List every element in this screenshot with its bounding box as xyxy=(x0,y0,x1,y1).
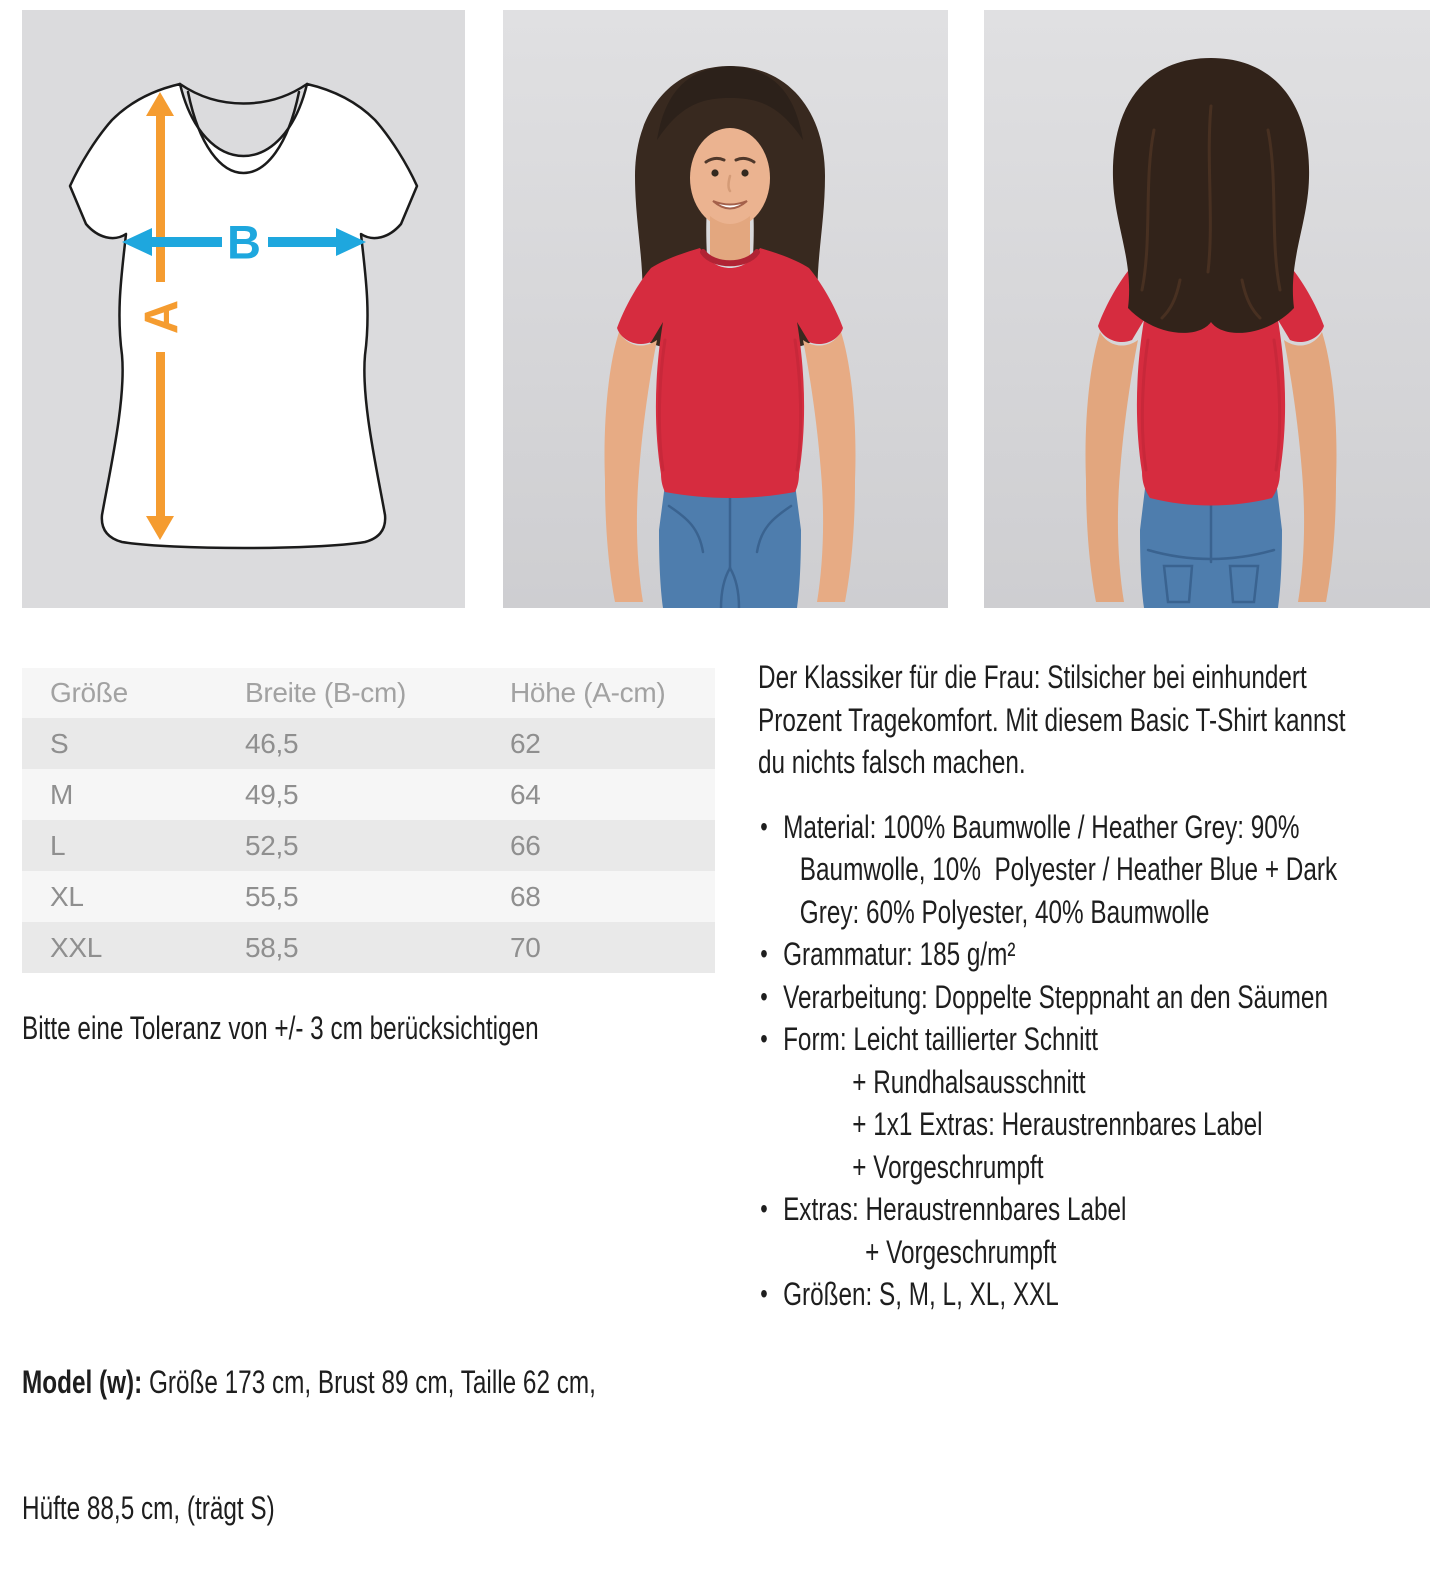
bullet-line: + Vorgeschrumpft xyxy=(865,1233,1057,1270)
bullet-line: • Extras: Heraustrennbares Label xyxy=(783,1191,1127,1227)
bullet-line: Baumwolle, 10% Polyester / Heather Blue + Dark xyxy=(799,851,1338,887)
bullet-item-form xyxy=(758,1018,1442,1188)
bullet-line: Grey: 60% Polyester, 40% Baumwolle xyxy=(799,893,1210,930)
front-photo-illustration xyxy=(503,10,948,608)
breite-cell: 58,5 xyxy=(245,931,299,963)
bullet-item-grammatur xyxy=(758,933,1442,976)
intro-line: Prozent Tragekomfort. Mit diesem Basic T-Shirt kannst xyxy=(758,701,1346,738)
bullet-line: • Verarbeitung: Doppelte Steppnaht an den Säumen xyxy=(783,978,1328,1015)
tolerance-note: Bitte eine Toleranz von +/- 3 cm berücksichtigen xyxy=(22,1010,539,1046)
model-info-label: Model (w): xyxy=(22,1364,143,1400)
table-row xyxy=(22,718,715,769)
table-row xyxy=(22,871,715,922)
breite-cell: 52,5 xyxy=(245,829,299,861)
header-groesse: Größe xyxy=(50,677,128,708)
breite-cell: 49,5 xyxy=(245,778,299,810)
size-diagram-drawing xyxy=(22,10,465,608)
bullet-line: • Grammatur: 185 g/m² xyxy=(783,936,1016,972)
bullet-item-extras xyxy=(758,1188,1442,1273)
table-header-row xyxy=(22,668,715,718)
intro-line: du nichts falsch machen. xyxy=(758,744,1026,780)
size-cell: XL xyxy=(50,880,84,912)
bullet-item-groessen xyxy=(758,1273,1442,1316)
front-photo xyxy=(503,10,948,608)
header-hoehe: Höhe (A-cm) xyxy=(510,677,666,708)
bullet-line: • Größen: S, M, L, XL, XXL xyxy=(783,1276,1059,1312)
hoehe-cell: 62 xyxy=(510,727,541,759)
bullet-item-verarbeitung xyxy=(758,976,1442,1019)
breite-cell: 55,5 xyxy=(245,880,299,912)
table-row xyxy=(22,820,715,871)
header-breite: Breite (B-cm) xyxy=(245,677,406,708)
nose xyxy=(729,176,731,191)
bullet-line: + Vorgeschrumpft xyxy=(852,1148,1044,1185)
intro-line: Der Klassiker für die Frau: Stilsicher bei einhundert xyxy=(758,659,1307,695)
description-bullets xyxy=(758,806,1442,1316)
measure-label-a: A xyxy=(134,300,188,334)
size-cell: XXL xyxy=(50,931,103,963)
hoehe-cell: 64 xyxy=(510,778,541,810)
back-photo-illustration xyxy=(984,10,1430,608)
bullet-item-material xyxy=(758,806,1442,934)
bullet-line: + 1x1 Extras: Heraustrennbares Label xyxy=(852,1106,1263,1142)
description-intro xyxy=(758,656,1442,784)
hoehe-cell: 66 xyxy=(510,829,541,861)
size-cell: M xyxy=(50,778,74,810)
model-info-line1 xyxy=(22,1361,596,1403)
hoehe-cell: 70 xyxy=(510,931,541,963)
table-row xyxy=(22,922,715,973)
left-eye xyxy=(711,169,718,176)
bullet-line: + Rundhalsausschnitt xyxy=(852,1063,1086,1100)
bullet-line: • Material: 100% Baumwolle / Heather Grey: 90% xyxy=(783,808,1300,845)
model-info-line2: Hüfte 88,5 cm, (trägt S) xyxy=(22,1490,275,1526)
size-diagram xyxy=(22,10,465,608)
breite-cell: 46,5 xyxy=(245,727,299,759)
hoehe-cell: 68 xyxy=(510,880,541,912)
model-info-details: Größe 173 cm, Brust 89 cm, Taille 62 cm, xyxy=(142,1364,596,1400)
size-table xyxy=(22,668,715,973)
right-eye xyxy=(741,169,748,176)
table-row xyxy=(22,769,715,820)
size-cell: L xyxy=(50,829,66,861)
product-description xyxy=(758,656,1442,1316)
size-cell: S xyxy=(50,727,69,759)
bullet-line: • Form: Leicht taillierter Schnitt xyxy=(783,1021,1098,1057)
back-photo xyxy=(984,10,1430,608)
measure-label-b: B xyxy=(227,215,261,269)
model-info xyxy=(22,1277,596,1571)
